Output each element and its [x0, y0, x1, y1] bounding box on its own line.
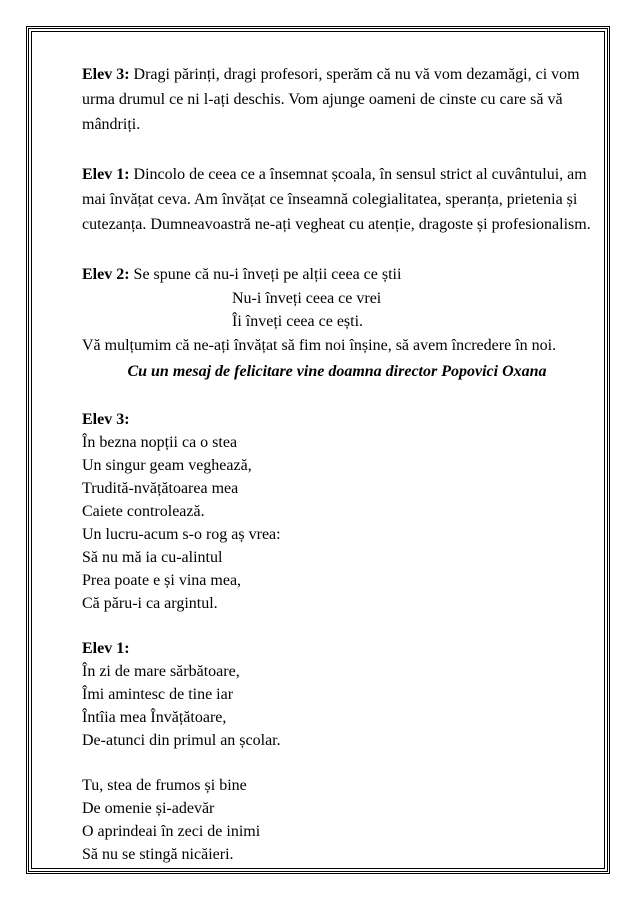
- poem-line: În zi de mare sărbătoare,: [82, 663, 240, 680]
- poem-line: Că păru-i ca argintul.: [82, 595, 218, 612]
- paragraph-text: Dragi părinți, dragi profesori, sperăm că nu vă vom dezamăgi, ci vom urma drumul ce ni l-ați deschis. Vom ajunge oameni de cinste cu care să vă mândriți.: [82, 66, 580, 133]
- poem-line: În bezna nopții ca o stea: [82, 434, 238, 451]
- poem-line: Întîia mea Învățătoare,: [82, 709, 227, 726]
- poem-line: Un lucru-acum s-o rog aș vrea:: [82, 526, 281, 543]
- document-body: [82, 62, 592, 866]
- paragraph-elev1: [82, 162, 592, 237]
- poem-line: Îmi amintesc de tine iar: [82, 686, 234, 703]
- indented-line: Îi înveți ceea ce ești.: [232, 313, 364, 330]
- paragraph-text: Se spune că nu-i înveți pe alții ceea ce știi: [129, 266, 402, 283]
- speaker-label: Elev 2:: [82, 266, 130, 283]
- poem-line: Caiete controlează.: [82, 503, 205, 520]
- poem-elev1: [82, 637, 592, 866]
- poem-line: De omenie și-adevăr: [82, 800, 215, 817]
- poem-line: Să nu mă ia cu-alintul: [82, 549, 223, 566]
- announcement: Cu un mesaj de felicitare vine doamna director Popovici Oxana: [127, 363, 547, 380]
- paragraph-elev3: [82, 62, 592, 137]
- speaker-label: Elev 3:: [82, 411, 130, 428]
- poem-line: Tu, stea de frumos și bine: [82, 777, 247, 794]
- poem-line: Prea poate e și vina mea,: [82, 572, 242, 589]
- poem-elev3: [82, 408, 592, 615]
- indented-line: Nu-i înveți ceea ce vrei: [232, 290, 382, 307]
- speaker-label: Elev 1:: [82, 166, 130, 183]
- poem-line: De-atunci din primul an școlar.: [82, 732, 281, 749]
- paragraph-text: Dincolo de ceea ce a însemnat școala, în sensul strict al cuvântului, am mai învățat ceva. Am învățat ce înseamnă colegialitatea, speranța, prietenia și cutezanța. Dumneavoastră ne-ați vegheat cu atenție, dragoste și profesionalism.: [82, 166, 591, 233]
- paragraph-text: Vă mulțumim că ne-ați învățat să fim noi înșine, să avem încredere în noi.: [82, 337, 557, 354]
- speaker-label: Elev 3:: [82, 66, 130, 83]
- poem-line: O aprindeai în zeci de inimi: [82, 823, 261, 840]
- paragraph-elev2: [82, 262, 592, 287]
- poem-line: Trudită-nvățătoarea mea: [82, 480, 239, 497]
- poem-line: Un singur geam veghează,: [82, 457, 252, 474]
- speaker-label: Elev 1:: [82, 640, 130, 657]
- poem-line: Să nu se stingă nicăieri.: [82, 846, 234, 863]
